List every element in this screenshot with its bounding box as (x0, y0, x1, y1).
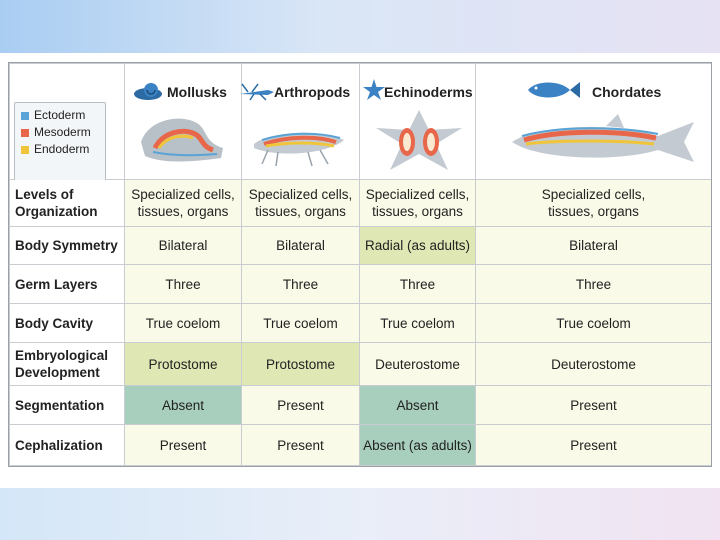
snail-icon (131, 80, 165, 102)
cell-arthropods: Three (242, 265, 359, 303)
cell-arthropods: True coelom (242, 304, 359, 342)
mollusk-body-diagram (133, 112, 233, 168)
column-title: Chordates (592, 84, 662, 100)
legend-item-mesoderm (21, 124, 99, 141)
starfish-icon (362, 78, 386, 102)
row-label-body-symmetry: Body Symmetry (10, 227, 124, 264)
cell-mollusks: True coelom (125, 304, 241, 342)
row-label-germ-layers: Germ Layers (10, 265, 124, 303)
cell-mollusks: Present (125, 425, 241, 465)
column-header-mollusks (125, 64, 241, 179)
cell-mollusks: Absent (125, 386, 241, 424)
legend-item-endoderm (21, 141, 99, 158)
cell-chordates: Three (476, 265, 711, 303)
cell-chordates: Deuterostome (476, 343, 711, 385)
arthropod-body-diagram (248, 114, 352, 170)
column-title: Mollusks (167, 84, 227, 100)
fish-icon (526, 78, 582, 102)
bottom-band (0, 488, 720, 540)
cell-chordates: Present (476, 425, 711, 465)
mesoderm-swatch (21, 129, 29, 137)
ectoderm-swatch (21, 112, 29, 120)
legend-item-ectoderm (21, 107, 99, 124)
legend-label: Ectoderm (34, 108, 86, 122)
grasshopper-icon (238, 82, 276, 102)
cell-echinoderms: Three (360, 265, 475, 303)
column-header-arthropods (242, 64, 359, 179)
row-label-body-cavity: Body Cavity (10, 304, 124, 342)
cell-chordates: True coelom (476, 304, 711, 342)
row-label-segmentation: Segmentation (10, 386, 124, 424)
echinoderm-body-diagram (374, 108, 464, 172)
column-header-chordates (476, 64, 711, 179)
row-label-cephalization: Cephalization (10, 425, 124, 465)
cell-arthropods: Present (242, 425, 359, 465)
cell-echinoderms: Absent (as adults) (360, 425, 475, 465)
cell-chordates: Present (476, 386, 711, 424)
cell-echinoderms: Absent (360, 386, 475, 424)
cell-arthropods: Specialized cells, tissues, organs (242, 180, 359, 226)
cell-echinoderms: True coelom (360, 304, 475, 342)
cell-echinoderms: Specialized cells, tissues, organs (360, 180, 475, 226)
legend-label: Endoderm (34, 142, 90, 156)
row-label-levels-of-organization: Levels of Organization (10, 180, 124, 226)
cell-chordates: Specialized cells, tissues, organs (476, 180, 711, 226)
cell-echinoderms: Radial (as adults) (360, 227, 475, 264)
cell-mollusks: Bilateral (125, 227, 241, 264)
column-title: Echinoderms (384, 84, 473, 100)
legend-header-cell (10, 64, 124, 179)
cell-arthropods: Bilateral (242, 227, 359, 264)
cell-mollusks: Three (125, 265, 241, 303)
endoderm-swatch (21, 146, 29, 154)
comparison-table (8, 62, 712, 467)
chordate-body-diagram (508, 114, 698, 170)
legend-label: Mesoderm (34, 125, 91, 139)
germ-layer-legend (14, 102, 106, 190)
cell-chordates: Bilateral (476, 227, 711, 264)
row-label-embryological-development: Embryological Development (10, 343, 124, 385)
column-header-echinoderms (360, 64, 475, 179)
cell-echinoderms: Deuterostome (360, 343, 475, 385)
cell-mollusks: Protostome (125, 343, 241, 385)
cell-mollusks: Specialized cells, tissues, organs (125, 180, 241, 226)
cell-arthropods: Protostome (242, 343, 359, 385)
cell-arthropods: Present (242, 386, 359, 424)
column-title: Arthropods (274, 84, 351, 100)
